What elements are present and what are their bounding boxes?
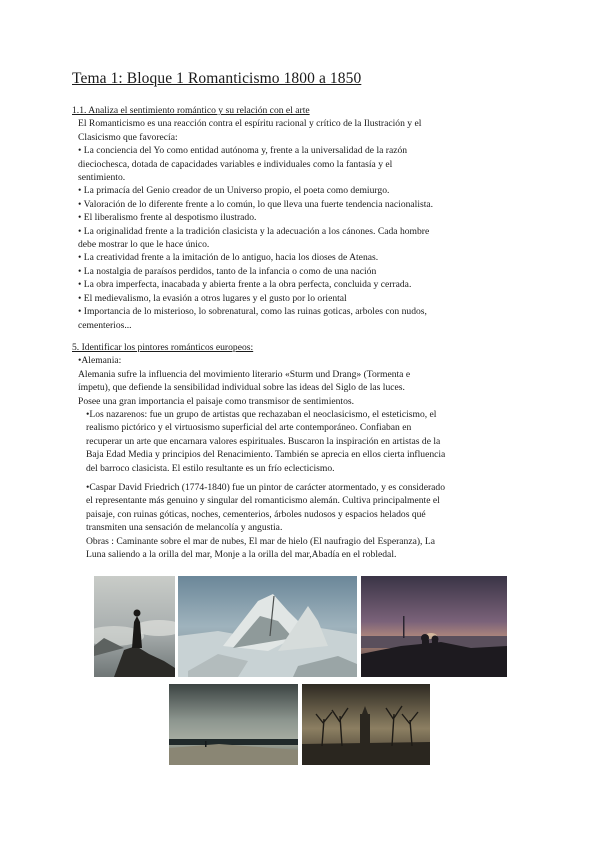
section-1-heading: 1.1. Analiza el sentimiento romántico y su relación con el arte [72, 105, 310, 116]
nazarenos-line: realismo pictórico y el virtuosismo superficial del arte contemporáneo. Confiaban en [86, 422, 412, 434]
section-1-line: sentimiento. [78, 172, 126, 184]
section-2-heading: 5. Identificar los pintores románticos europeos: [72, 341, 254, 353]
document-body [72, 104, 532, 561]
section-1-line: • La nostalgia de paraísos perdidos, tanto de la infancia o como de una nación [78, 265, 377, 277]
section-1-line: • La conciencia del Yo como entidad autónoma y, frente a la universalidad de la razón [78, 145, 408, 157]
section-1-line: • La obra imperfecta, inacabada y abierta frente a la obra perfecta, concluida y cerrada. [78, 279, 412, 291]
intro-line: ímpetu), que defiende la sensibilidad individual sobre las ideas del Siglo de las luces. [78, 382, 405, 394]
painting-monk-by-the-sea [169, 684, 298, 765]
section-1-line: dieciochesca, dotada de capacidades variables e individuales como la fantasía y el [78, 158, 393, 170]
nazarenos-line: del barroco clasicista. El estilo resultante es un frío eclecticismo. [86, 462, 335, 474]
section-1-line: • Importancia de lo misterioso, lo sobrenatural, como las ruinas goticas, arboles con nudos, [78, 306, 427, 318]
section-1-line: El Romanticismo es una reacción contra el espíritu racional y crítico de la Ilustración y el [78, 118, 422, 130]
friedrich-line: •Caspar David Friedrich (1774-1840) fue un pintor de carácter atormentado, y es considerado [86, 481, 446, 493]
section-1-line: • La originalidad frente a la tradición clasicista y la adecuación a los cánones. Cada hombre [78, 225, 430, 237]
section-1-line: • La creatividad frente a la imitación de lo antiguo, hacia los dioses de Atenas. [78, 252, 379, 264]
painting-wanderer [94, 576, 175, 677]
section-1-line: • El liberalismo frente al despotismo ilustrado. [78, 212, 257, 224]
section-1-line: debe mostrar lo que le hace único. [78, 239, 210, 251]
country-label: •Alemania: [78, 355, 122, 367]
nazarenos-line: Baja Edad Media y principios del Renacimiento. También se aprecia en ellos cierta influencia [86, 449, 446, 461]
painting-moonrise [361, 576, 507, 677]
nazarenos-line: recuperar un arte que encarnara valores espirituales. Buscaron la inspiración en artistas de la [86, 435, 441, 447]
friedrich-line: Luna saliendo a la orilla del mar, Monje a la orilla del mar,Abadía en el robledal. [86, 549, 397, 560]
section-1-line: cementerios... [78, 319, 132, 331]
page-title: Tema 1: Bloque 1 Romanticismo 1800 a 1850 [72, 70, 362, 87]
friedrich-line: paisaje, con ruinas góticas, noches, cementerios, árboles nudosos y espacios helados qué [86, 508, 426, 520]
friedrich-line: el representante más genuino y singular del romanticismo alemán. Cultiva principalmente el [86, 495, 440, 507]
section-1-line: Clasicismo que favorecía: [78, 131, 178, 143]
section-1-line: • Valoración de lo diferente frente a lo común, lo que lleva una fuerte tendencia nacionalista. [78, 198, 434, 210]
section-1-line: • La primacía del Genio creador de un Universo propio, el poeta como demiurgo. [78, 185, 390, 197]
intro-line: Alemania sufre la influencia del movimiento literario «Sturm und Drang» (Tormenta e [78, 368, 411, 380]
painting-sea-of-ice [178, 576, 357, 677]
painting-abbey-in-oakwood [302, 684, 430, 765]
nazarenos-line: •Los nazarenos: fue un grupo de artistas que rechazaban el neoclasicismo, el esteticismo, el [86, 408, 437, 420]
friedrich-line: transmiten una sensación de melancolía y angustia. [86, 522, 283, 534]
intro-line: Posee una gran importancia el paisaje como transmisor de sentimientos. [78, 395, 355, 407]
friedrich-line: Obras : Caminante sobre el mar de nubes, El mar de hielo (El naufragio del Esperanza), La [86, 535, 435, 547]
section-1-line: • El medievalismo, la evasión a otros lugares y el gusto por lo oriental [78, 292, 347, 304]
